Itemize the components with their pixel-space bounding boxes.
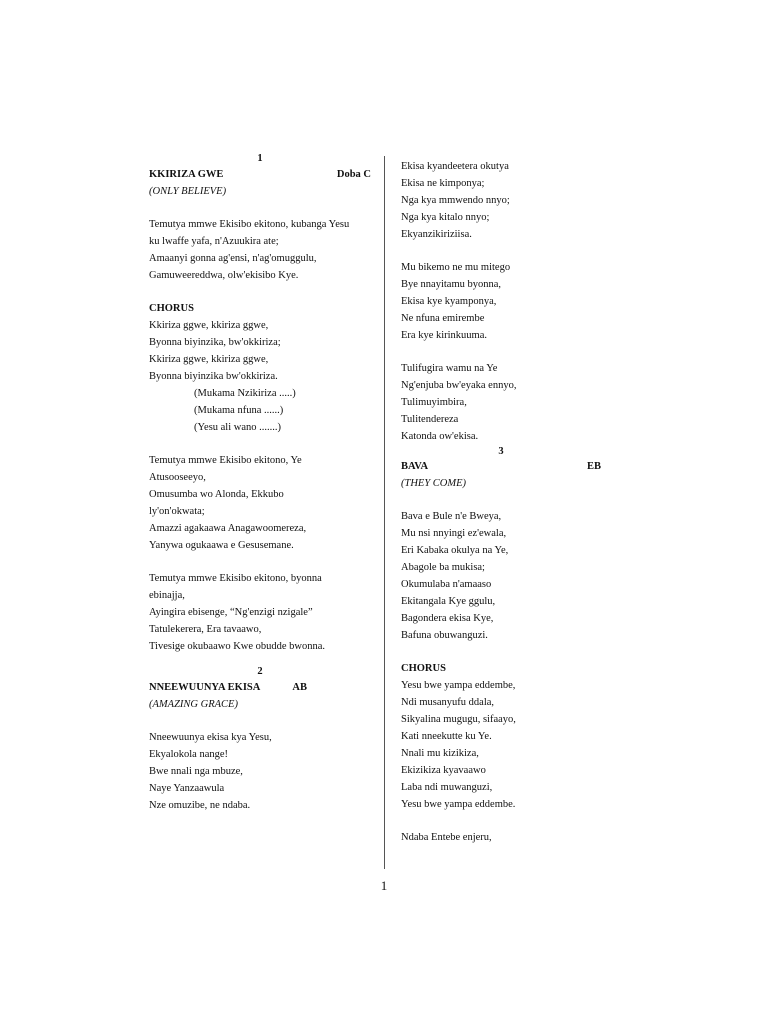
verse-line: Ekisa kyandeetera okutya: [401, 161, 509, 172]
verse-line: Ne nfuna emirembe: [401, 313, 485, 324]
verse-line: ly'on'okwata;: [149, 506, 205, 517]
verse-line: Naye Yanzaawula: [149, 783, 225, 794]
verse-line: Nze omuzibe, ne ndaba.: [149, 800, 251, 811]
verse-line: Tatulekerera, Era tavaawo,: [149, 624, 262, 635]
chorus-line: Kkiriza ggwe, kkiriza ggwe,: [149, 320, 269, 331]
hymn-3-title: BAVA: [401, 461, 429, 472]
verse-line: Bafuna obuwanguzi.: [401, 630, 488, 641]
verse-line: Temutya mmwe Ekisibo ekitono, Ye: [149, 455, 302, 466]
chorus-line: Yesu bwe yampa eddembe.: [401, 799, 516, 810]
chorus-line: Yesu bwe yampa eddembe,: [401, 680, 516, 691]
hymn-1-key: Doba C: [336, 169, 371, 180]
verse-line: Yanywa ogukaawa e Gesusemane.: [149, 540, 294, 551]
chorus-line: Kkiriza ggwe, kkiriza ggwe,: [149, 354, 269, 365]
verse-line: Ng'enjuba bw'eyaka ennyo,: [401, 380, 517, 391]
verse-line: Mu nsi nnyingi ez'ewala,: [401, 528, 507, 539]
verse-line: Amaanyi gonna ag'ensi, n'ag'omuggulu,: [149, 253, 317, 264]
hymn-1-number: 1: [257, 153, 263, 164]
verse-line: Nga kya kitalo nnyo;: [401, 212, 490, 223]
chorus-line: Nnali mu kizikiza,: [401, 748, 479, 759]
hymn-3-header: [401, 458, 601, 475]
verse-line: Abagole ba mukisa;: [401, 562, 485, 573]
verse-line: ku lwaffe yafa, n'Azuukira ate;: [149, 236, 279, 247]
verse-line: Nga kya mmwendo nnyo;: [401, 195, 510, 206]
verse-line: ebinajja,: [149, 590, 185, 601]
verse-line: Era kye kirinkuuma.: [401, 330, 488, 341]
column-divider: [384, 156, 385, 869]
chorus-note: (Mukama nfuna ......): [194, 405, 284, 416]
hymn-3-key: EB: [586, 461, 601, 472]
right-column: [401, 158, 601, 846]
verse-line: Bava e Bule n'e Bweya,: [401, 511, 502, 522]
chorus-note: (Yesu ali wano .......): [194, 422, 282, 433]
verse-line: Tulimuyimbira,: [401, 397, 467, 408]
left-column: [149, 152, 371, 814]
chorus-line: Byonna biyinzika, bw'okkiriza;: [149, 337, 281, 348]
hymn-1-subtitle: (ONLY BELIEVE): [149, 186, 227, 197]
hymn-1-title: KKIRIZA GWE: [149, 169, 224, 180]
verse-line: Bagondera ekisa Kye,: [401, 613, 494, 624]
verse-line: Bye nnayitamu byonna,: [401, 279, 502, 290]
verse-line: Gamuweereddwa, olw'ekisibo Kye.: [149, 270, 299, 281]
verse-line: Katonda ow'ekisa.: [401, 431, 479, 442]
verse-line: Mu bikemo ne mu mitego: [401, 262, 511, 273]
chorus-line: Ekizikiza kyavaawo: [401, 765, 486, 776]
verse-line: Temutya mmwe Ekisibo ekitono, byonna: [149, 573, 322, 584]
verse-line: Temutya mmwe Ekisibo ekitono, kubanga Yesu: [149, 219, 350, 230]
chorus-line: Ndi musanyufu ddala,: [401, 697, 495, 708]
verse-line: Tulifugira wamu na Ye: [401, 363, 498, 374]
verse-line: Ekyalokola nange!: [149, 749, 229, 760]
chorus-line: Sikyalina mugugu, sifaayo,: [401, 714, 516, 725]
verse-line: Ndaba Entebe enjeru,: [401, 832, 492, 843]
hymn-2-header: [149, 679, 371, 696]
verse-line: Ayingira ebisenge, “Ng'enzigi nzigale”: [149, 607, 313, 618]
hymn-1-chorus-label: CHORUS: [149, 303, 194, 314]
verse-line: Ekitangala Kye ggulu,: [401, 596, 496, 607]
verse-line: Bwe nnali nga mbuze,: [149, 766, 243, 777]
hymn-2-key: AB: [292, 682, 307, 693]
verse-line: Atusooseeyo,: [149, 472, 206, 483]
verse-line: Amazzi agakaawa Anagawoomereza,: [149, 523, 307, 534]
chorus-line: Kati nneekutte ku Ye.: [401, 731, 492, 742]
verse-line: Nneewuunya ekisa kya Yesu,: [149, 732, 272, 743]
verse-line: Okumulaba n'amaaso: [401, 579, 492, 590]
verse-line: Ekisa kye kyamponya,: [401, 296, 497, 307]
hymn-2-subtitle: (AMAZING GRACE): [149, 699, 238, 710]
verse-line: Tivesige okubaawo Kwe obudde bwonna.: [149, 641, 326, 652]
hymn-2-number: 2: [257, 666, 263, 677]
chorus-note: (Mukama Nzikiriza .....): [194, 388, 296, 399]
page-number: 1: [380, 878, 388, 893]
hymn-2-title: NNEEWUUNYA EKISA: [149, 682, 261, 693]
hymn-3-chorus-label: CHORUS: [401, 663, 446, 674]
verse-line: Ekyanzikiriziisa.: [401, 229, 472, 240]
chorus-line: Laba ndi muwanguzi,: [401, 782, 493, 793]
hymn-3-subtitle: (THEY COME): [401, 478, 467, 489]
verse-line: Omusumba wo Alonda, Ekkubo: [149, 489, 284, 500]
verse-line: Eri Kabaka okulya na Ye,: [401, 545, 509, 556]
hymn-3-number: 3: [498, 446, 504, 457]
hymn-1-header: [149, 166, 371, 183]
chorus-line: Byonna biyinzika bw'okkiriza.: [149, 371, 278, 382]
verse-line: Ekisa ne kimponya;: [401, 178, 485, 189]
verse-line: Tulitendereza: [401, 414, 459, 425]
